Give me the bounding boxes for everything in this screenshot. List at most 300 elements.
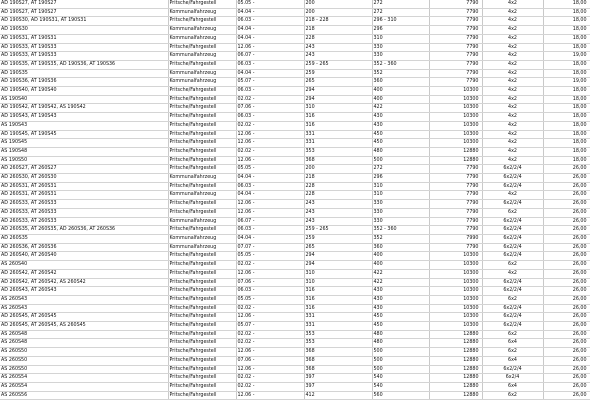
axle-config-cell[interactable]: 6x2 (482, 208, 543, 217)
model-cell[interactable]: AD 190S45, AT 190S45 (0, 130, 168, 139)
gross-weight-cell[interactable]: 18,00 (543, 43, 590, 52)
power-ps-cell[interactable]: 330 (372, 200, 429, 209)
body-type-cell[interactable]: Pritsche/Fahrgestell (168, 261, 236, 270)
engine-cc-cell[interactable]: 12880 (429, 147, 482, 156)
power-kw-cell[interactable]: 368 (304, 156, 372, 165)
body-type-cell[interactable]: Pritsche/Fahrgestell (168, 295, 236, 304)
axle-config-cell[interactable]: 6x2 (482, 261, 543, 270)
axle-config-cell[interactable]: 6x2/2/4 (482, 287, 543, 296)
axle-config-cell[interactable]: 4x2 (482, 95, 543, 104)
axle-config-cell[interactable]: 4x2 (482, 8, 543, 17)
axle-config-cell[interactable]: 4x2 (482, 113, 543, 122)
power-ps-cell[interactable]: 450 (372, 139, 429, 148)
build-period-cell[interactable]: 04.04 - (236, 174, 304, 183)
engine-cc-cell[interactable]: 12880 (429, 365, 482, 374)
build-period-cell[interactable]: 05.05 - (236, 252, 304, 261)
body-type-cell[interactable]: Pritsche/Fahrgestell (168, 113, 236, 122)
build-period-cell[interactable]: 06.03 - (236, 113, 304, 122)
body-type-cell[interactable]: Pritsche/Fahrgestell (168, 104, 236, 113)
power-ps-cell[interactable]: 310 (372, 34, 429, 43)
power-kw-cell[interactable]: 331 (304, 322, 372, 331)
model-cell[interactable]: AS 190S45 (0, 139, 168, 148)
build-period-cell[interactable]: 02.02 - (236, 261, 304, 270)
axle-config-cell[interactable]: 6x4 (482, 356, 543, 365)
model-cell[interactable]: AD 260S31, AT 260S31 (0, 182, 168, 191)
engine-cc-cell[interactable]: 7790 (429, 191, 482, 200)
gross-weight-cell[interactable]: 26,00 (543, 330, 590, 339)
body-type-cell[interactable]: Pritsche/Fahrgestell (168, 287, 236, 296)
power-ps-cell[interactable]: 360 (372, 78, 429, 87)
engine-cc-cell[interactable]: 7790 (429, 165, 482, 174)
model-cell[interactable]: AS 260S48 (0, 339, 168, 348)
axle-config-cell[interactable]: 6x2/2/4 (482, 304, 543, 313)
power-kw-cell[interactable]: 331 (304, 313, 372, 322)
model-cell[interactable]: AD 260S30, AT 260S30 (0, 174, 168, 183)
power-kw-cell[interactable]: 310 (304, 269, 372, 278)
gross-weight-cell[interactable]: 18,00 (543, 87, 590, 96)
power-ps-cell[interactable]: 430 (372, 113, 429, 122)
power-kw-cell[interactable]: 259 (304, 69, 372, 78)
body-type-cell[interactable]: Kommunalfahrzeug (168, 69, 236, 78)
model-cell[interactable]: AD 260S43, AT 260S43 (0, 287, 168, 296)
axle-config-cell[interactable]: 4x2 (482, 139, 543, 148)
power-ps-cell[interactable]: 400 (372, 252, 429, 261)
power-ps-cell[interactable]: 352 - 360 (372, 226, 429, 235)
gross-weight-cell[interactable]: 18,00 (543, 34, 590, 43)
gross-weight-cell[interactable]: 19,00 (543, 52, 590, 61)
gross-weight-cell[interactable]: 26,00 (543, 287, 590, 296)
power-kw-cell[interactable]: 294 (304, 87, 372, 96)
power-kw-cell[interactable]: 316 (304, 121, 372, 130)
model-cell[interactable]: AD 190S40, AT 190S40 (0, 87, 168, 96)
model-cell[interactable]: AD 190S43, AT 190S43 (0, 113, 168, 122)
axle-config-cell[interactable]: 6x2/2/4 (482, 165, 543, 174)
power-ps-cell[interactable]: 310 (372, 182, 429, 191)
model-cell[interactable]: AS 190S40 (0, 95, 168, 104)
engine-cc-cell[interactable]: 7790 (429, 8, 482, 17)
gross-weight-cell[interactable]: 18,00 (543, 104, 590, 113)
gross-weight-cell[interactable]: 26,00 (543, 243, 590, 252)
build-period-cell[interactable]: 04.04 - (236, 234, 304, 243)
power-ps-cell[interactable]: 430 (372, 287, 429, 296)
axle-config-cell[interactable]: 6x2/2/4 (482, 365, 543, 374)
build-period-cell[interactable]: 05.05 - (236, 0, 304, 8)
power-kw-cell[interactable]: 316 (304, 295, 372, 304)
power-kw-cell[interactable]: 368 (304, 348, 372, 357)
engine-cc-cell[interactable]: 10300 (429, 295, 482, 304)
model-cell[interactable]: AD 260S31, AT 260S31 (0, 191, 168, 200)
power-ps-cell[interactable]: 540 (372, 374, 429, 383)
gross-weight-cell[interactable]: 18,00 (543, 139, 590, 148)
build-period-cell[interactable]: 04.04 - (236, 34, 304, 43)
body-type-cell[interactable]: Kommunalfahrzeug (168, 8, 236, 17)
gross-weight-cell[interactable]: 26,00 (543, 208, 590, 217)
power-kw-cell[interactable]: 397 (304, 382, 372, 391)
power-kw-cell[interactable]: 243 (304, 52, 372, 61)
build-period-cell[interactable]: 12.06 - (236, 43, 304, 52)
power-ps-cell[interactable]: 500 (372, 156, 429, 165)
axle-config-cell[interactable]: 4x2 (482, 147, 543, 156)
power-ps-cell[interactable]: 352 (372, 69, 429, 78)
body-type-cell[interactable]: Pritsche/Fahrgestell (168, 365, 236, 374)
gross-weight-cell[interactable]: 26,00 (543, 304, 590, 313)
engine-cc-cell[interactable]: 7790 (429, 69, 482, 78)
model-cell[interactable]: AD 260S33, AT 260S33 (0, 208, 168, 217)
body-type-cell[interactable]: Kommunalfahrzeug (168, 34, 236, 43)
model-cell[interactable]: AS 190S50 (0, 156, 168, 165)
engine-cc-cell[interactable]: 7790 (429, 43, 482, 52)
axle-config-cell[interactable]: 6x2/2/4 (482, 243, 543, 252)
power-kw-cell[interactable]: 368 (304, 356, 372, 365)
build-period-cell[interactable]: 06.07 - (236, 217, 304, 226)
model-cell[interactable]: AS 260S50 (0, 356, 168, 365)
power-ps-cell[interactable]: 450 (372, 322, 429, 331)
body-type-cell[interactable]: Kommunalfahrzeug (168, 174, 236, 183)
build-period-cell[interactable]: 12.06 - (236, 200, 304, 209)
body-type-cell[interactable]: Pritsche/Fahrgestell (168, 147, 236, 156)
engine-cc-cell[interactable]: 7790 (429, 52, 482, 61)
axle-config-cell[interactable]: 4x2 (482, 17, 543, 26)
power-kw-cell[interactable]: 294 (304, 252, 372, 261)
body-type-cell[interactable]: Pritsche/Fahrgestell (168, 269, 236, 278)
axle-config-cell[interactable]: 4x2 (482, 269, 543, 278)
axle-config-cell[interactable]: 6x2/4 (482, 374, 543, 383)
engine-cc-cell[interactable]: 7790 (429, 182, 482, 191)
gross-weight-cell[interactable]: 26,00 (543, 200, 590, 209)
gross-weight-cell[interactable]: 18,00 (543, 60, 590, 69)
build-period-cell[interactable]: 12.06 - (236, 391, 304, 400)
power-ps-cell[interactable]: 480 (372, 330, 429, 339)
power-ps-cell[interactable]: 360 (372, 243, 429, 252)
build-period-cell[interactable]: 04.04 - (236, 8, 304, 17)
engine-cc-cell[interactable]: 7790 (429, 174, 482, 183)
body-type-cell[interactable]: Pritsche/Fahrgestell (168, 391, 236, 400)
build-period-cell[interactable]: 02.02 - (236, 147, 304, 156)
body-type-cell[interactable]: Pritsche/Fahrgestell (168, 139, 236, 148)
gross-weight-cell[interactable]: 26,00 (543, 182, 590, 191)
power-ps-cell[interactable]: 450 (372, 130, 429, 139)
engine-cc-cell[interactable]: 10300 (429, 104, 482, 113)
build-period-cell[interactable]: 05.07 - (236, 322, 304, 331)
build-period-cell[interactable]: 02.02 - (236, 95, 304, 104)
body-type-cell[interactable]: Pritsche/Fahrgestell (168, 348, 236, 357)
power-ps-cell[interactable]: 330 (372, 208, 429, 217)
gross-weight-cell[interactable]: 19,00 (543, 78, 590, 87)
body-type-cell[interactable]: Pritsche/Fahrgestell (168, 156, 236, 165)
engine-cc-cell[interactable]: 10300 (429, 130, 482, 139)
model-cell[interactable]: AD 260S40, AT 260S40 (0, 252, 168, 261)
power-kw-cell[interactable]: 228 (304, 182, 372, 191)
power-kw-cell[interactable]: 243 (304, 200, 372, 209)
body-type-cell[interactable]: Pritsche/Fahrgestell (168, 374, 236, 383)
power-kw-cell[interactable]: 353 (304, 330, 372, 339)
engine-cc-cell[interactable]: 7790 (429, 208, 482, 217)
power-ps-cell[interactable]: 422 (372, 269, 429, 278)
power-ps-cell[interactable]: 560 (372, 391, 429, 400)
power-ps-cell[interactable]: 400 (372, 95, 429, 104)
axle-config-cell[interactable]: 6x2/2/4 (482, 182, 543, 191)
model-cell[interactable]: AD 190S42, AT 190S42, AS 190S42 (0, 104, 168, 113)
build-period-cell[interactable]: 06.07 - (236, 52, 304, 61)
axle-config-cell[interactable]: 4x2 (482, 52, 543, 61)
axle-config-cell[interactable]: 4x2 (482, 121, 543, 130)
power-kw-cell[interactable]: 200 (304, 0, 372, 8)
build-period-cell[interactable]: 07.06 - (236, 356, 304, 365)
build-period-cell[interactable]: 05.05 - (236, 295, 304, 304)
body-type-cell[interactable]: Pritsche/Fahrgestell (168, 304, 236, 313)
power-ps-cell[interactable]: 272 (372, 0, 429, 8)
power-kw-cell[interactable]: 353 (304, 339, 372, 348)
body-type-cell[interactable]: Pritsche/Fahrgestell (168, 252, 236, 261)
axle-config-cell[interactable]: 6x4 (482, 382, 543, 391)
body-type-cell[interactable]: Pritsche/Fahrgestell (168, 278, 236, 287)
build-period-cell[interactable]: 12.06 - (236, 130, 304, 139)
axle-config-cell[interactable]: 4x2 (482, 78, 543, 87)
power-ps-cell[interactable]: 352 (372, 234, 429, 243)
body-type-cell[interactable]: Kommunalfahrzeug (168, 234, 236, 243)
build-period-cell[interactable]: 06.03 - (236, 17, 304, 26)
power-kw-cell[interactable]: 218 (304, 174, 372, 183)
model-cell[interactable]: AD 260S35 (0, 234, 168, 243)
engine-cc-cell[interactable]: 10300 (429, 87, 482, 96)
engine-cc-cell[interactable]: 12880 (429, 348, 482, 357)
body-type-cell[interactable]: Kommunalfahrzeug (168, 26, 236, 35)
build-period-cell[interactable]: 12.06 - (236, 313, 304, 322)
body-type-cell[interactable]: Pritsche/Fahrgestell (168, 0, 236, 8)
body-type-cell[interactable]: Kommunalfahrzeug (168, 52, 236, 61)
engine-cc-cell[interactable]: 12880 (429, 382, 482, 391)
power-kw-cell[interactable]: 200 (304, 165, 372, 174)
power-ps-cell[interactable]: 450 (372, 313, 429, 322)
power-kw-cell[interactable]: 368 (304, 365, 372, 374)
axle-config-cell[interactable]: 6x2/2/4 (482, 322, 543, 331)
axle-config-cell[interactable]: 4x2 (482, 156, 543, 165)
model-cell[interactable]: AD 190S30 (0, 26, 168, 35)
power-kw-cell[interactable]: 316 (304, 304, 372, 313)
engine-cc-cell[interactable]: 10300 (429, 269, 482, 278)
build-period-cell[interactable]: 12.06 - (236, 269, 304, 278)
build-period-cell[interactable]: 02.02 - (236, 339, 304, 348)
gross-weight-cell[interactable]: 26,00 (543, 391, 590, 400)
power-kw-cell[interactable]: 310 (304, 278, 372, 287)
body-type-cell[interactable]: Kommunalfahrzeug (168, 243, 236, 252)
power-kw-cell[interactable]: 397 (304, 374, 372, 383)
model-cell[interactable]: AD 260S42, AT 260S42, AS 260S42 (0, 278, 168, 287)
engine-cc-cell[interactable]: 7790 (429, 0, 482, 8)
model-cell[interactable]: AD 190S35 (0, 69, 168, 78)
power-kw-cell[interactable]: 331 (304, 139, 372, 148)
gross-weight-cell[interactable]: 18,00 (543, 113, 590, 122)
gross-weight-cell[interactable]: 26,00 (543, 322, 590, 331)
engine-cc-cell[interactable]: 7790 (429, 243, 482, 252)
power-kw-cell[interactable]: 243 (304, 43, 372, 52)
build-period-cell[interactable]: 07.06 - (236, 104, 304, 113)
power-ps-cell[interactable]: 296 - 310 (372, 17, 429, 26)
build-period-cell[interactable]: 12.06 - (236, 365, 304, 374)
power-kw-cell[interactable]: 310 (304, 104, 372, 113)
axle-config-cell[interactable]: 4x2 (482, 69, 543, 78)
power-ps-cell[interactable]: 296 (372, 174, 429, 183)
axle-config-cell[interactable]: 6x2/2/4 (482, 252, 543, 261)
body-type-cell[interactable]: Pritsche/Fahrgestell (168, 339, 236, 348)
gross-weight-cell[interactable]: 18,00 (543, 8, 590, 17)
power-ps-cell[interactable]: 272 (372, 165, 429, 174)
model-cell[interactable]: AD 260S45, AT 260S45 (0, 313, 168, 322)
power-ps-cell[interactable]: 500 (372, 356, 429, 365)
engine-cc-cell[interactable]: 10300 (429, 287, 482, 296)
axle-config-cell[interactable]: 6x2 (482, 348, 543, 357)
gross-weight-cell[interactable]: 26,00 (543, 252, 590, 261)
power-kw-cell[interactable]: 259 - 265 (304, 226, 372, 235)
engine-cc-cell[interactable]: 12880 (429, 356, 482, 365)
body-type-cell[interactable]: Kommunalfahrzeug (168, 78, 236, 87)
power-ps-cell[interactable]: 430 (372, 295, 429, 304)
gross-weight-cell[interactable]: 26,00 (543, 365, 590, 374)
gross-weight-cell[interactable]: 26,00 (543, 269, 590, 278)
power-kw-cell[interactable]: 218 - 228 (304, 17, 372, 26)
engine-cc-cell[interactable]: 10300 (429, 261, 482, 270)
axle-config-cell[interactable]: 6x2/2/4 (482, 234, 543, 243)
power-ps-cell[interactable]: 400 (372, 87, 429, 96)
axle-config-cell[interactable]: 6x2/2/4 (482, 313, 543, 322)
body-type-cell[interactable]: Pritsche/Fahrgestell (168, 330, 236, 339)
power-ps-cell[interactable]: 430 (372, 121, 429, 130)
engine-cc-cell[interactable]: 10300 (429, 113, 482, 122)
gross-weight-cell[interactable]: 26,00 (543, 348, 590, 357)
body-type-cell[interactable]: Pritsche/Fahrgestell (168, 60, 236, 69)
model-cell[interactable]: AD 260S33, AT 260S33 (0, 200, 168, 209)
model-cell[interactable]: AD 190S31, AT 190S31 (0, 34, 168, 43)
engine-cc-cell[interactable]: 12880 (429, 374, 482, 383)
power-kw-cell[interactable]: 228 (304, 191, 372, 200)
power-ps-cell[interactable]: 272 (372, 8, 429, 17)
axle-config-cell[interactable]: 4x2 (482, 130, 543, 139)
engine-cc-cell[interactable]: 10300 (429, 304, 482, 313)
build-period-cell[interactable]: 12.06 - (236, 156, 304, 165)
body-type-cell[interactable]: Kommunalfahrzeug (168, 191, 236, 200)
power-kw-cell[interactable]: 265 (304, 243, 372, 252)
model-cell[interactable]: AS 190S43 (0, 121, 168, 130)
power-kw-cell[interactable]: 218 (304, 26, 372, 35)
body-type-cell[interactable]: Pritsche/Fahrgestell (168, 121, 236, 130)
power-ps-cell[interactable]: 500 (372, 348, 429, 357)
model-cell[interactable]: AD 190S33, AT 190S33 (0, 52, 168, 61)
body-type-cell[interactable]: Pritsche/Fahrgestell (168, 382, 236, 391)
axle-config-cell[interactable]: 6x2/2/4 (482, 174, 543, 183)
power-kw-cell[interactable]: 259 - 265 (304, 60, 372, 69)
power-kw-cell[interactable]: 243 (304, 217, 372, 226)
model-cell[interactable]: AS 190S48 (0, 147, 168, 156)
model-cell[interactable]: AS 260S50 (0, 348, 168, 357)
axle-config-cell[interactable]: 6x2 (482, 391, 543, 400)
power-kw-cell[interactable]: 412 (304, 391, 372, 400)
axle-config-cell[interactable]: 4x2 (482, 104, 543, 113)
build-period-cell[interactable]: 06.03 - (236, 287, 304, 296)
power-kw-cell[interactable]: 259 (304, 234, 372, 243)
body-type-cell[interactable]: Pritsche/Fahrgestell (168, 226, 236, 235)
model-cell[interactable]: AD 190S27, AT 190S27 (0, 8, 168, 17)
axle-config-cell[interactable]: 6x4 (482, 339, 543, 348)
body-type-cell[interactable]: Kommunalfahrzeug (168, 217, 236, 226)
gross-weight-cell[interactable]: 26,00 (543, 174, 590, 183)
power-ps-cell[interactable]: 296 (372, 26, 429, 35)
model-cell[interactable]: AD 260S36, AT 260S36 (0, 243, 168, 252)
power-kw-cell[interactable]: 243 (304, 208, 372, 217)
body-type-cell[interactable]: Pritsche/Fahrgestell (168, 165, 236, 174)
build-period-cell[interactable]: 02.02 - (236, 304, 304, 313)
gross-weight-cell[interactable]: 26,00 (543, 217, 590, 226)
engine-cc-cell[interactable]: 7790 (429, 217, 482, 226)
gross-weight-cell[interactable]: 26,00 (543, 165, 590, 174)
build-period-cell[interactable]: 05.07 - (236, 78, 304, 87)
model-cell[interactable]: AD 260S27, AT 260S27 (0, 165, 168, 174)
gross-weight-cell[interactable]: 26,00 (543, 261, 590, 270)
gross-weight-cell[interactable]: 26,00 (543, 191, 590, 200)
build-period-cell[interactable]: 06.03 - (236, 60, 304, 69)
model-cell[interactable]: AD 190S36, AT 190S36 (0, 78, 168, 87)
engine-cc-cell[interactable]: 12880 (429, 156, 482, 165)
gross-weight-cell[interactable]: 18,00 (543, 0, 590, 8)
power-ps-cell[interactable]: 480 (372, 147, 429, 156)
build-period-cell[interactable]: 04.04 - (236, 69, 304, 78)
gross-weight-cell[interactable]: 26,00 (543, 226, 590, 235)
gross-weight-cell[interactable]: 26,00 (543, 374, 590, 383)
gross-weight-cell[interactable]: 18,00 (543, 147, 590, 156)
model-cell[interactable]: AD 260S33, AT 260S33 (0, 217, 168, 226)
power-ps-cell[interactable]: 540 (372, 382, 429, 391)
engine-cc-cell[interactable]: 10300 (429, 121, 482, 130)
power-ps-cell[interactable]: 330 (372, 217, 429, 226)
axle-config-cell[interactable]: 6x2 (482, 295, 543, 304)
gross-weight-cell[interactable]: 26,00 (543, 295, 590, 304)
power-kw-cell[interactable]: 265 (304, 78, 372, 87)
axle-config-cell[interactable]: 4x2 (482, 87, 543, 96)
engine-cc-cell[interactable]: 10300 (429, 95, 482, 104)
engine-cc-cell[interactable]: 7790 (429, 200, 482, 209)
engine-cc-cell[interactable]: 10300 (429, 139, 482, 148)
build-period-cell[interactable]: 06.03 - (236, 226, 304, 235)
power-kw-cell[interactable]: 228 (304, 34, 372, 43)
axle-config-cell[interactable]: 6x2/2/4 (482, 217, 543, 226)
gross-weight-cell[interactable]: 26,00 (543, 313, 590, 322)
body-type-cell[interactable]: Pritsche/Fahrgestell (168, 313, 236, 322)
power-kw-cell[interactable]: 294 (304, 95, 372, 104)
axle-config-cell[interactable]: 4x2 (482, 26, 543, 35)
power-ps-cell[interactable]: 500 (372, 365, 429, 374)
model-cell[interactable]: AD 260S42, AT 260S42 (0, 269, 168, 278)
gross-weight-cell[interactable]: 26,00 (543, 382, 590, 391)
body-type-cell[interactable]: Pritsche/Fahrgestell (168, 322, 236, 331)
build-period-cell[interactable]: 02.02 - (236, 330, 304, 339)
axle-config-cell[interactable]: 4x2 (482, 34, 543, 43)
body-type-cell[interactable]: Pritsche/Fahrgestell (168, 95, 236, 104)
power-kw-cell[interactable]: 353 (304, 147, 372, 156)
axle-config-cell[interactable]: 6x2 (482, 330, 543, 339)
engine-cc-cell[interactable]: 10300 (429, 313, 482, 322)
axle-config-cell[interactable]: 6x2/2/4 (482, 278, 543, 287)
build-period-cell[interactable]: 07.07 - (236, 243, 304, 252)
gross-weight-cell[interactable]: 26,00 (543, 234, 590, 243)
engine-cc-cell[interactable]: 7790 (429, 60, 482, 69)
engine-cc-cell[interactable]: 7790 (429, 26, 482, 35)
power-kw-cell[interactable]: 200 (304, 8, 372, 17)
gross-weight-cell[interactable]: 18,00 (543, 26, 590, 35)
build-period-cell[interactable]: 06.03 - (236, 182, 304, 191)
power-ps-cell[interactable]: 400 (372, 261, 429, 270)
engine-cc-cell[interactable]: 12880 (429, 330, 482, 339)
body-type-cell[interactable]: Pritsche/Fahrgestell (168, 182, 236, 191)
body-type-cell[interactable]: Pritsche/Fahrgestell (168, 200, 236, 209)
